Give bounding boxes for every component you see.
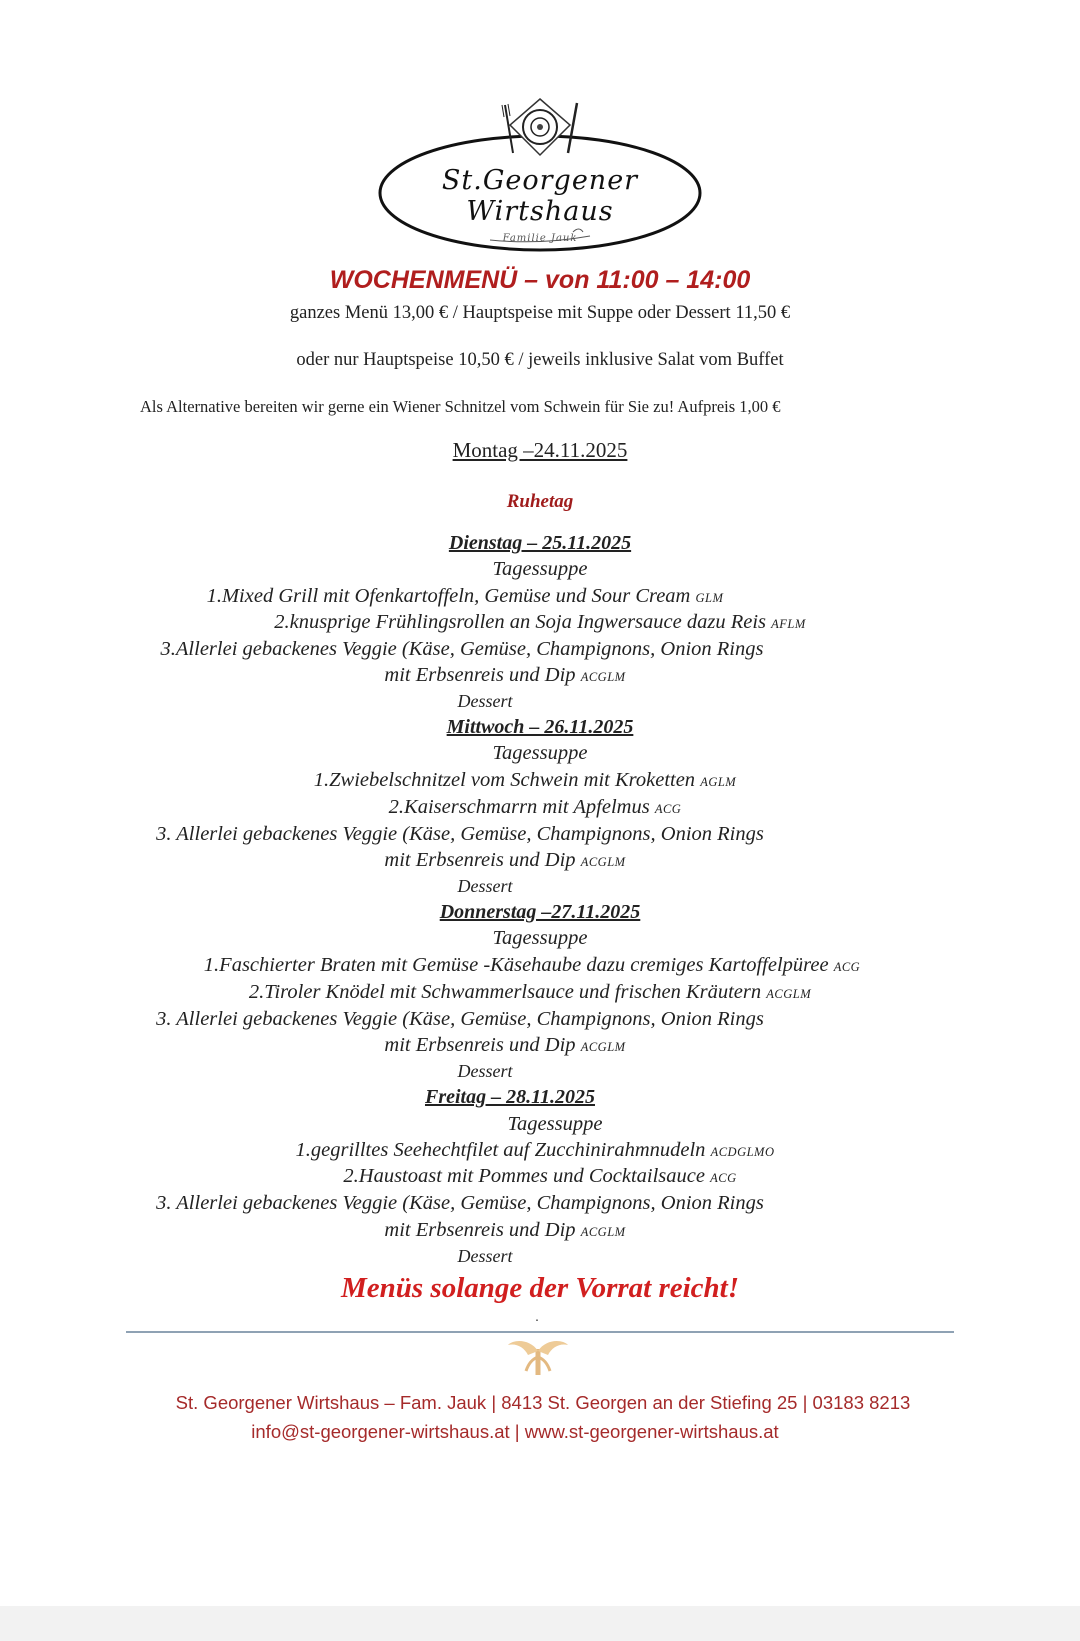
allergen-code: ACG: [710, 1171, 737, 1185]
dessert-line: Dessert: [457, 876, 513, 896]
menu-item: 3.Allerlei gebackenes Veggie (Käse, Gemüse, Champignons, Onion Rings: [160, 638, 764, 660]
allergen-code: ACDGLMO: [710, 1145, 775, 1159]
menu-item: mit Erbsenreis und Dip ACGLM: [384, 849, 626, 871]
menu-item: 1.gegrilltes Seehechtfilet auf Zucchinirahmnudeln ACDGLMO: [295, 1139, 775, 1161]
page-bottom-bar: [0, 1606, 1080, 1641]
day-heading: Mittwoch – 26.11.2025: [446, 716, 634, 738]
price-line-1: ganzes Menü 13,00 € / Hauptspeise mit Suppe oder Dessert 11,50 €: [289, 303, 791, 323]
price-line-2: oder nur Hauptspeise 10,50 € / jeweils inklusive Salat vom Buffet: [296, 350, 784, 370]
menu-item: 3. Allerlei gebackenes Veggie (Käse, Gemüse, Champignons, Onion Rings: [156, 823, 764, 845]
menu-item: 1.Mixed Grill mit Ofenkartoffeln, Gemüse und Sour Cream GLM: [206, 585, 724, 607]
allergen-code: ACGLM: [766, 987, 812, 1001]
soup-line: Tagessuppe: [492, 558, 588, 580]
menu-item: 3. Allerlei gebackenes Veggie (Käse, Gemüse, Champignons, Onion Rings: [156, 1008, 764, 1030]
day-heading: Freitag – 28.11.2025: [424, 1086, 595, 1108]
allergen-code: ACGLM: [580, 1225, 626, 1239]
dessert-line: Dessert: [457, 1061, 513, 1081]
day-heading: Donnerstag –27.11.2025: [439, 901, 641, 923]
soup-line: Tagessuppe: [492, 927, 588, 949]
dessert-line: Dessert: [457, 1246, 513, 1266]
allergen-code: AFLM: [771, 617, 806, 631]
soup-line: Tagessuppe: [507, 1113, 603, 1135]
menu-item: 3. Allerlei gebackenes Veggie (Käse, Gemüse, Champignons, Onion Rings: [156, 1192, 764, 1214]
logo-name: St.Georgener Wirtshaus: [441, 165, 639, 227]
allergen-code: AGLM: [700, 775, 737, 789]
footer-divider: [126, 1331, 954, 1333]
menu-item: 1.Faschierter Braten mit Gemüse -Käsehaube dazu cremiges Kartoffelpüree ACG: [203, 954, 861, 976]
monday-heading: Montag –24.11.2025: [452, 438, 628, 462]
closing-note: Menüs solange der Vorrat reicht!: [340, 1272, 739, 1304]
allergen-code: ACGLM: [580, 855, 626, 869]
menu-item: 2.Tiroler Knödel mit Schwammerlsauce und frischen Kräutern ACGLM: [248, 981, 812, 1003]
menu-item: 2.Kaiserschmarrn mit Apfelmus ACG: [388, 796, 682, 818]
allergen-code: ACG: [654, 802, 682, 816]
flourish-ornament-icon: [506, 1335, 570, 1377]
allergen-code: ACGLM: [580, 1040, 626, 1054]
menu-item: mit Erbsenreis und Dip ACGLM: [384, 1219, 626, 1241]
restaurant-logo-icon: [365, 95, 715, 265]
footer-address: St. Georgener Wirtshaus – Fam. Jauk | 8413 St. Georgen an der Stiefing 25 | 03183 8213: [175, 1392, 911, 1413]
allergen-code: GLM: [695, 591, 724, 605]
day-heading: Dienstag – 25.11.2025: [448, 532, 632, 554]
soup-line: Tagessuppe: [492, 742, 588, 764]
menu-title: WOCHENMENÜ – von 11:00 – 14:00: [329, 266, 751, 294]
footer-contact: info@st-georgener-wirtshaus.at | www.st-georgener-wirtshaus.at: [251, 1421, 779, 1442]
menu-item: 2.Haustoast mit Pommes und Cocktailsauce ACG: [343, 1165, 737, 1187]
menu-item: 1.Zwiebelschnitzel vom Schwein mit Kroketten AGLM: [313, 769, 737, 791]
menu-item: mit Erbsenreis und Dip ACGLM: [384, 1034, 626, 1056]
allergen-code: ACG: [833, 960, 861, 974]
dot-mark: .: [535, 1310, 539, 1325]
dessert-line: Dessert: [457, 691, 513, 711]
menu-item: mit Erbsenreis und Dip ACGLM: [384, 664, 626, 686]
menu-item: 2.knusprige Frühlingsrollen an Soja Ingwersauce dazu Reis AFLM: [274, 611, 806, 633]
allergen-code: ACGLM: [580, 670, 626, 684]
logo-subline: Familie Jauk: [502, 233, 578, 244]
alternative-note: Als Alternative bereiten wir gerne ein Wiener Schnitzel vom Schwein für Sie zu! Aufpreis 1,00 €: [140, 397, 781, 416]
rest-day-note: Ruhetag: [506, 491, 574, 512]
